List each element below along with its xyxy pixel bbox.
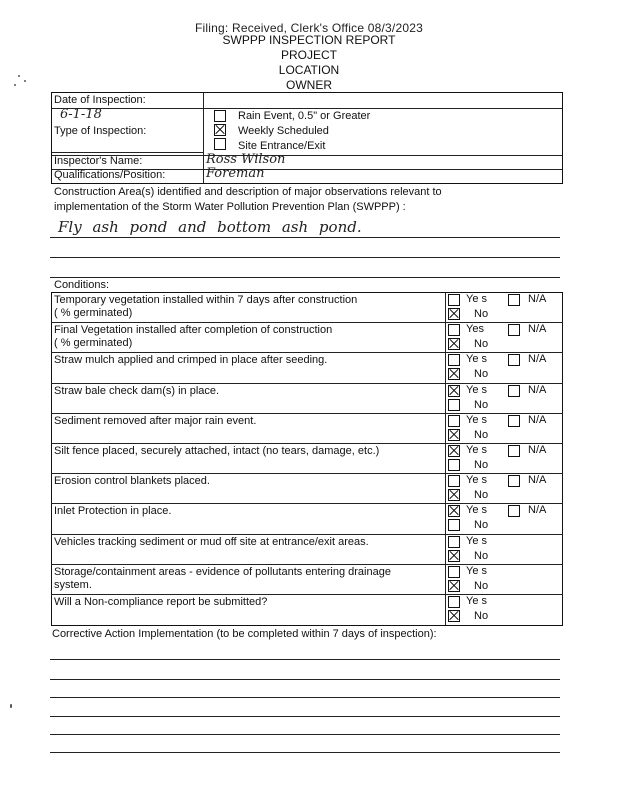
no-label: No: [474, 550, 489, 562]
construction-label-line1: Construction Area(s) identified and description of major observations relevant to: [54, 186, 442, 198]
site-entrance-label: Site Entrance/Exit: [238, 140, 326, 152]
no-checkbox[interactable]: [448, 338, 460, 350]
no-label: No: [474, 399, 489, 411]
na-label: N/A: [528, 474, 547, 486]
site-entrance-checkbox[interactable]: [214, 138, 226, 150]
yes-label: Ye s: [466, 504, 488, 516]
location-label: LOCATION: [278, 63, 340, 77]
na-label: N/A: [528, 323, 547, 335]
qualifications-value[interactable]: Foreman: [206, 166, 265, 181]
write-line: [50, 734, 560, 735]
condition-label: Erosion control blankets placed.: [54, 475, 210, 487]
rain-event-label: Rain Event, 0.5" or Greater: [238, 110, 371, 122]
no-checkbox[interactable]: [448, 489, 460, 501]
date-label: Date of Inspection:: [54, 94, 146, 106]
no-label: No: [474, 429, 489, 441]
no-checkbox[interactable]: [448, 368, 460, 380]
rain-event-checkbox[interactable]: [214, 110, 226, 122]
no-checkbox[interactable]: [448, 399, 460, 411]
condition-label: Inlet Protection in place.: [54, 505, 172, 517]
na-checkbox[interactable]: [508, 415, 520, 427]
yes-label: Ye s: [466, 474, 488, 486]
condition-label: Temporary vegetation installed within 7 days after construction: [54, 294, 358, 306]
yes-label: Ye s: [466, 414, 488, 426]
condition-label: Straw bale check dam(s) in place.: [54, 385, 220, 397]
yes-checkbox[interactable]: [448, 536, 460, 548]
na-checkbox[interactable]: [508, 385, 520, 397]
write-line: [50, 237, 560, 238]
na-label: N/A: [528, 384, 547, 396]
yes-checkbox[interactable]: [448, 415, 460, 427]
no-label: No: [474, 519, 489, 531]
write-line: [50, 257, 560, 258]
condition-sublabel: ( % germinated): [54, 337, 133, 349]
condition-label: Silt fence placed, securely attached, intact (no tears, damage, etc.): [54, 445, 380, 457]
filing-stamp: Filing: Received, Clerk's Office 08/3/2023: [195, 21, 423, 35]
weekly-scheduled-checkbox[interactable]: [214, 124, 226, 136]
na-checkbox[interactable]: [508, 324, 520, 336]
no-label: No: [474, 459, 489, 471]
na-label: N/A: [528, 504, 547, 516]
no-checkbox[interactable]: [448, 429, 460, 441]
project-label: PROJECT: [280, 48, 337, 62]
owner-label: OWNER: [286, 78, 332, 92]
conditions-label: Conditions:: [54, 279, 110, 291]
na-checkbox[interactable]: [508, 505, 520, 517]
yes-label: Ye s: [466, 384, 488, 396]
condition-label: Final Vegetation installed after completion of construction: [54, 324, 333, 336]
no-label: No: [474, 580, 489, 592]
no-checkbox[interactable]: [448, 459, 460, 471]
yes-label: Ye s: [466, 565, 488, 577]
yes-checkbox[interactable]: [448, 475, 460, 487]
type-label: Type of Inspection:: [54, 125, 147, 137]
na-checkbox[interactable]: [508, 445, 520, 457]
yes-checkbox[interactable]: [448, 566, 460, 578]
condition-label: Vehicles tracking sediment or mud off site at entrance/exit areas.: [54, 536, 369, 548]
no-checkbox[interactable]: [448, 550, 460, 562]
condition-sublabel: ( % germinated): [54, 307, 133, 319]
na-label: N/A: [528, 444, 547, 456]
no-checkbox[interactable]: [448, 580, 460, 592]
na-checkbox[interactable]: [508, 294, 520, 306]
yes-checkbox[interactable]: [448, 445, 460, 457]
condition-label: Will a Non-compliance report be submitted?: [54, 596, 268, 608]
no-label: No: [474, 368, 489, 380]
na-label: N/A: [528, 414, 547, 426]
no-label: No: [474, 610, 489, 622]
construction-label-line2: implementation of the Storm Water Pollution Prevention Plan (SWPPP) :: [54, 201, 406, 213]
yes-label: Ye s: [466, 353, 488, 365]
condition-label: Storage/containment areas - evidence of pollutants entering drainage: [54, 566, 391, 578]
inspector-value[interactable]: Ross Wilson: [206, 152, 286, 167]
yes-label: Ye s: [466, 595, 488, 607]
condition-label: Sediment removed after major rain event.: [54, 415, 257, 427]
yes-label: Ye s: [466, 535, 488, 547]
scan-speck: [24, 80, 26, 82]
write-line: [50, 752, 560, 753]
date-value[interactable]: 6-1-18: [60, 107, 102, 122]
write-line: [50, 716, 560, 717]
na-checkbox[interactable]: [508, 354, 520, 366]
write-line: [50, 697, 560, 698]
yes-checkbox[interactable]: [448, 294, 460, 306]
no-checkbox[interactable]: [448, 308, 460, 320]
na-checkbox[interactable]: [508, 475, 520, 487]
yes-checkbox[interactable]: [448, 505, 460, 517]
na-label: N/A: [528, 353, 547, 365]
no-label: No: [474, 308, 489, 320]
inspector-label: Inspector's Name:: [54, 155, 143, 167]
no-checkbox[interactable]: [448, 519, 460, 531]
yes-label: Yes: [466, 323, 484, 335]
condition-label: Straw mulch applied and crimped in place after seeding.: [54, 354, 328, 366]
yes-checkbox[interactable]: [448, 324, 460, 336]
qualifications-label: Qualifications/Position:: [54, 169, 166, 181]
yes-checkbox[interactable]: [448, 596, 460, 608]
no-label: No: [474, 489, 489, 501]
scan-speck: [14, 84, 16, 86]
write-line: [50, 277, 560, 278]
yes-label: Ye s: [466, 444, 488, 456]
yes-label: Ye s: [466, 293, 488, 305]
yes-checkbox[interactable]: [448, 385, 460, 397]
no-label: No: [474, 338, 489, 350]
condition-sublabel: system.: [54, 579, 92, 591]
scan-speck: [10, 704, 12, 708]
na-label: N/A: [528, 293, 547, 305]
report-title: SWPPP INSPECTION REPORT: [222, 33, 396, 47]
write-line: [50, 679, 560, 680]
write-line: [50, 659, 560, 660]
conditions-row-divider: [51, 322, 563, 323]
weekly-scheduled-label: Weekly Scheduled: [238, 125, 329, 137]
corrective-action-label: Corrective Action Implementation (to be completed within 7 days of inspection):: [52, 628, 437, 640]
construction-observations[interactable]: Fly ash pond and bottom ash pond.: [58, 218, 362, 236]
scan-speck: [18, 75, 20, 77]
no-checkbox[interactable]: [448, 610, 460, 622]
yes-checkbox[interactable]: [448, 354, 460, 366]
